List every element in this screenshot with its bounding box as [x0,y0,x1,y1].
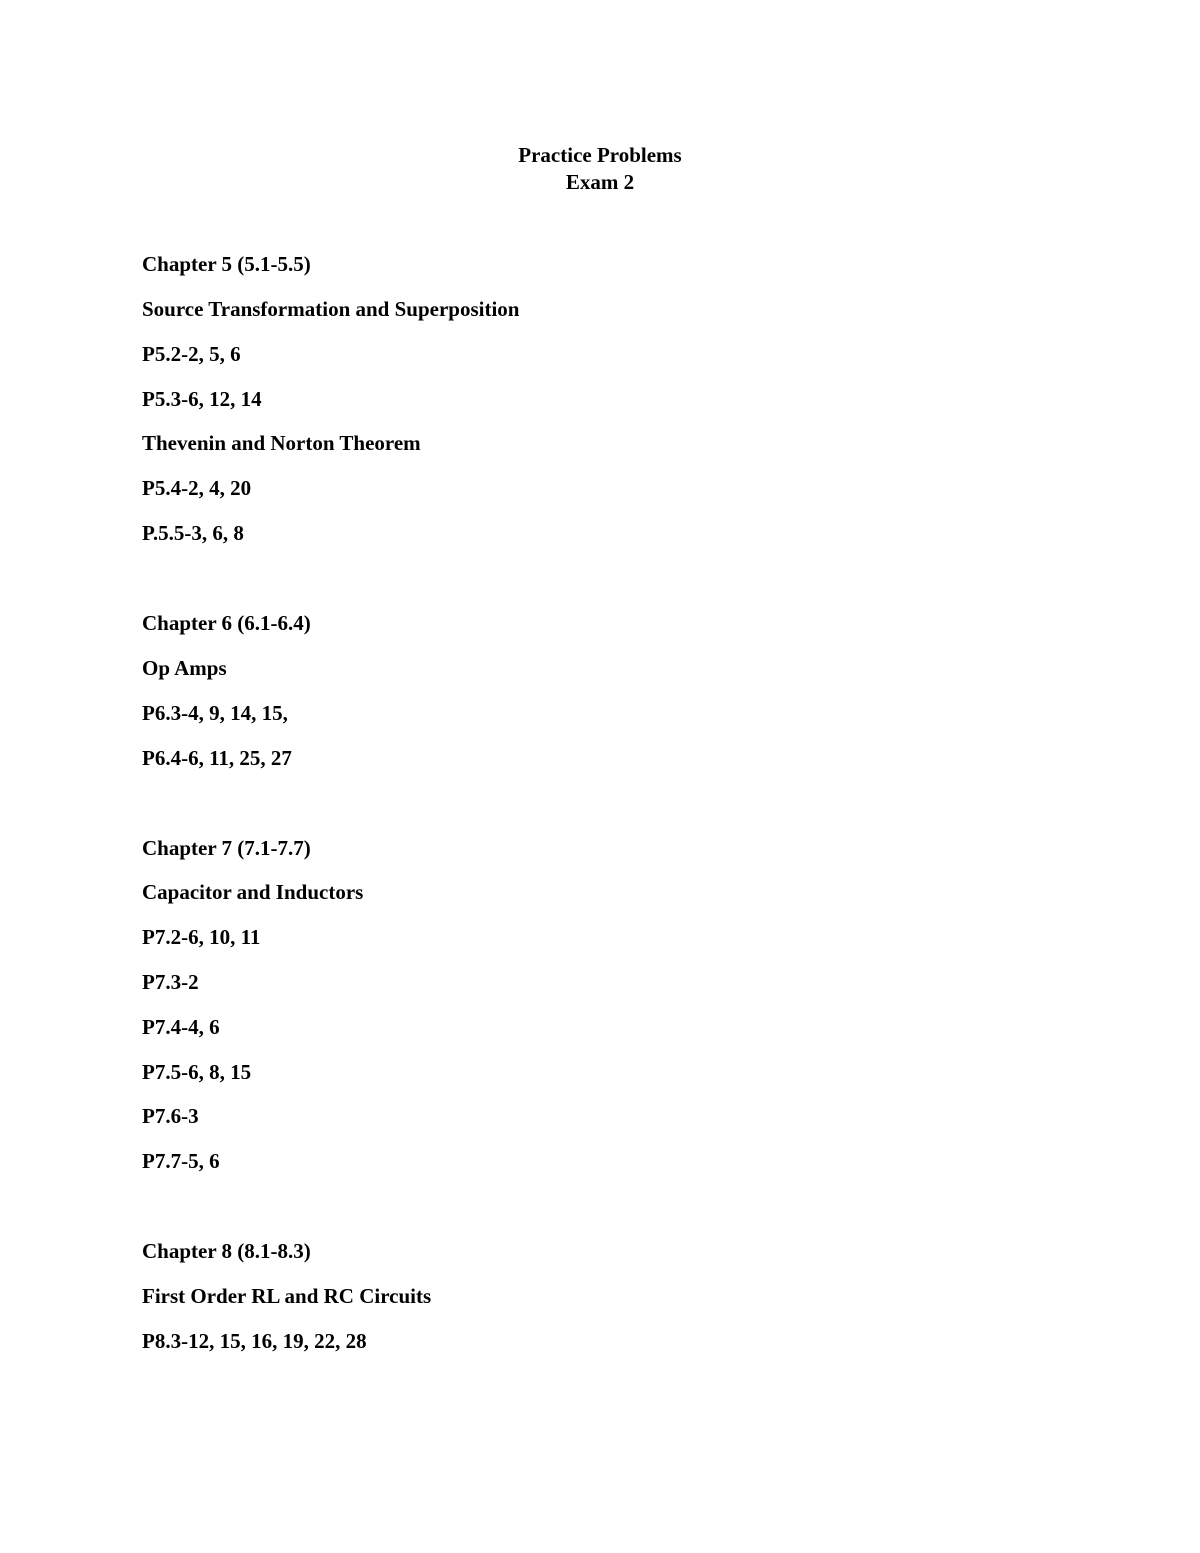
document-subtitle: Exam 2 [565,170,635,194]
topic-heading: Source Transformation and Superposition [142,297,520,321]
problem-list-item: P.5.5-3, 6, 8 [142,521,244,545]
problem-list-item: P7.2-6, 10, 11 [142,925,261,949]
problem-list-item: P5.2-2, 5, 6 [142,342,241,366]
problem-list-item: P7.6-3 [142,1104,199,1128]
chapter-heading: Chapter 7 (7.1-7.7) [142,836,311,860]
topic-heading: Thevenin and Norton Theorem [142,431,421,455]
topic-heading: Op Amps [142,656,227,680]
problem-list-item: P6.3-4, 9, 14, 15, [142,701,288,725]
problem-list-item: P7.5-6, 8, 15 [142,1060,252,1084]
topic-heading: First Order RL and RC Circuits [142,1284,432,1308]
problem-list-item: P8.3-12, 15, 16, 19, 22, 28 [142,1329,367,1353]
problem-list-item: P6.4-6, 11, 25, 27 [142,746,292,770]
chapter-heading: Chapter 6 (6.1-6.4) [142,611,311,635]
topic-heading: Capacitor and Inductors [142,880,364,904]
problem-list-item: P5.4-2, 4, 20 [142,476,252,500]
title-block [0,142,1200,196]
problem-list-item: P7.7-5, 6 [142,1149,220,1173]
problem-list-item: P7.3-2 [142,970,199,994]
chapter-heading: Chapter 5 (5.1-5.5) [142,252,311,276]
problem-list-item: P5.3-6, 12, 14 [142,387,262,411]
document-title: Practice Problems [518,143,682,167]
chapter-heading: Chapter 8 (8.1-8.3) [142,1239,311,1263]
problem-list-item: P7.4-4, 6 [142,1015,220,1039]
